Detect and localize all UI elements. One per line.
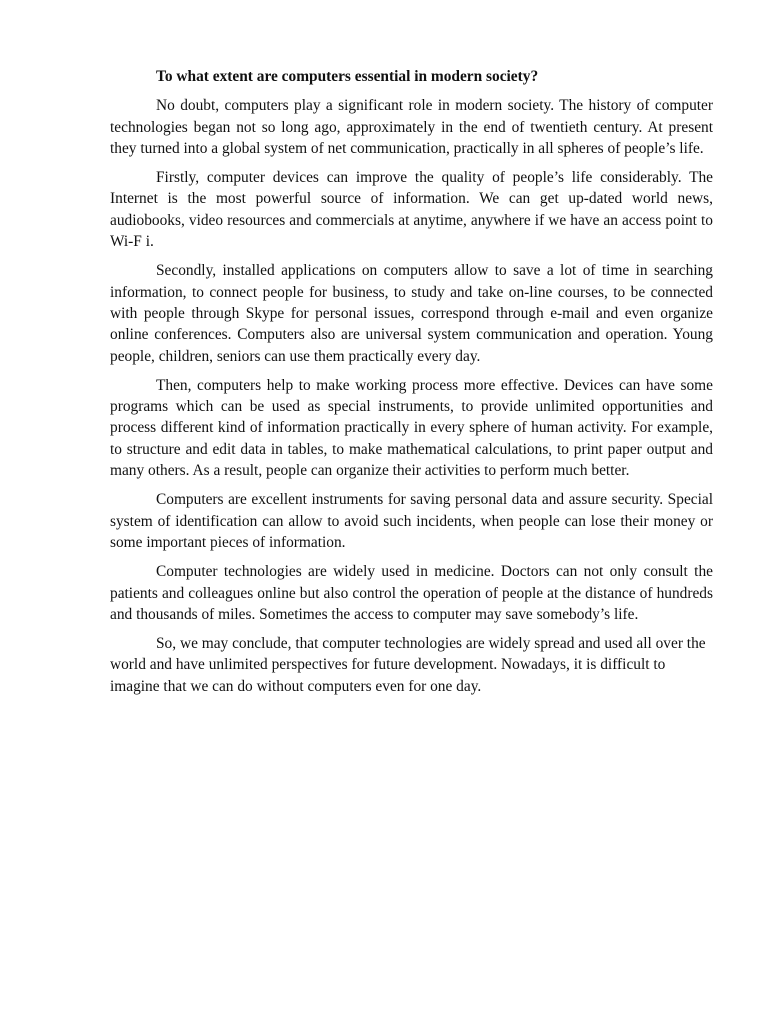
document-title: To what extent are computers essential in modern society? xyxy=(156,68,539,85)
paragraph-conclusion: So, we may conclude, that computer technologies are widely spread and used all over the world and have unlimited perspectives for future development. Nowadays, it is difficult to imagine that we can do without computers even for one day. xyxy=(110,635,706,695)
paragraph-then: Then, computers help to make working process more effective. Devices can have some programs which can be used as special instruments, to provide unlimited opportunities and process different kind of information practically in every sphere of human activity. For example, to structure and edit data in tables, to make mathematical calculations, to print paper output and many others. As a result, people can organize their activities to perform much better. xyxy=(110,376,713,480)
paragraph-medicine: Computer technologies are widely used in medicine. Doctors can not only consult the patients and colleagues online but also control the operation of people at the distance of hundreds and thousands of miles. Sometimes the access to computer may save somebody’s life. xyxy=(110,563,713,623)
paragraph-security: Computers are excellent instruments for saving personal data and assure security. Special system of identification can allow to avoid such incidents, when people can lose their money or some important pieces of information. xyxy=(110,491,713,551)
paragraph-intro: No doubt, computers play a significant role in modern society. The history of computer technologies began not so long ago, approximately in the end of twentieth century. At present they turned into a global system of net communication, practically in all spheres of people’s life. xyxy=(110,97,713,157)
paragraph-secondly: Secondly, installed applications on computers allow to save a lot of time in searching information, to connect people for business, to study and take on-line courses, to be connected with people through Skype for personal issues, correspond through e-mail and even organize online conferences. Computers also are universal system communication and operation. Young people, children, seniors can use them practically every day. xyxy=(110,262,713,365)
paragraph-firstly: Firstly, computer devices can improve the quality of people’s life considerably. The Internet is the most powerful source of information. We can get up-dated world news, audiobooks, video resources and commercials at anytime, anywhere if we have an access point to Wi-F i. xyxy=(110,169,713,251)
document-page xyxy=(110,66,713,705)
